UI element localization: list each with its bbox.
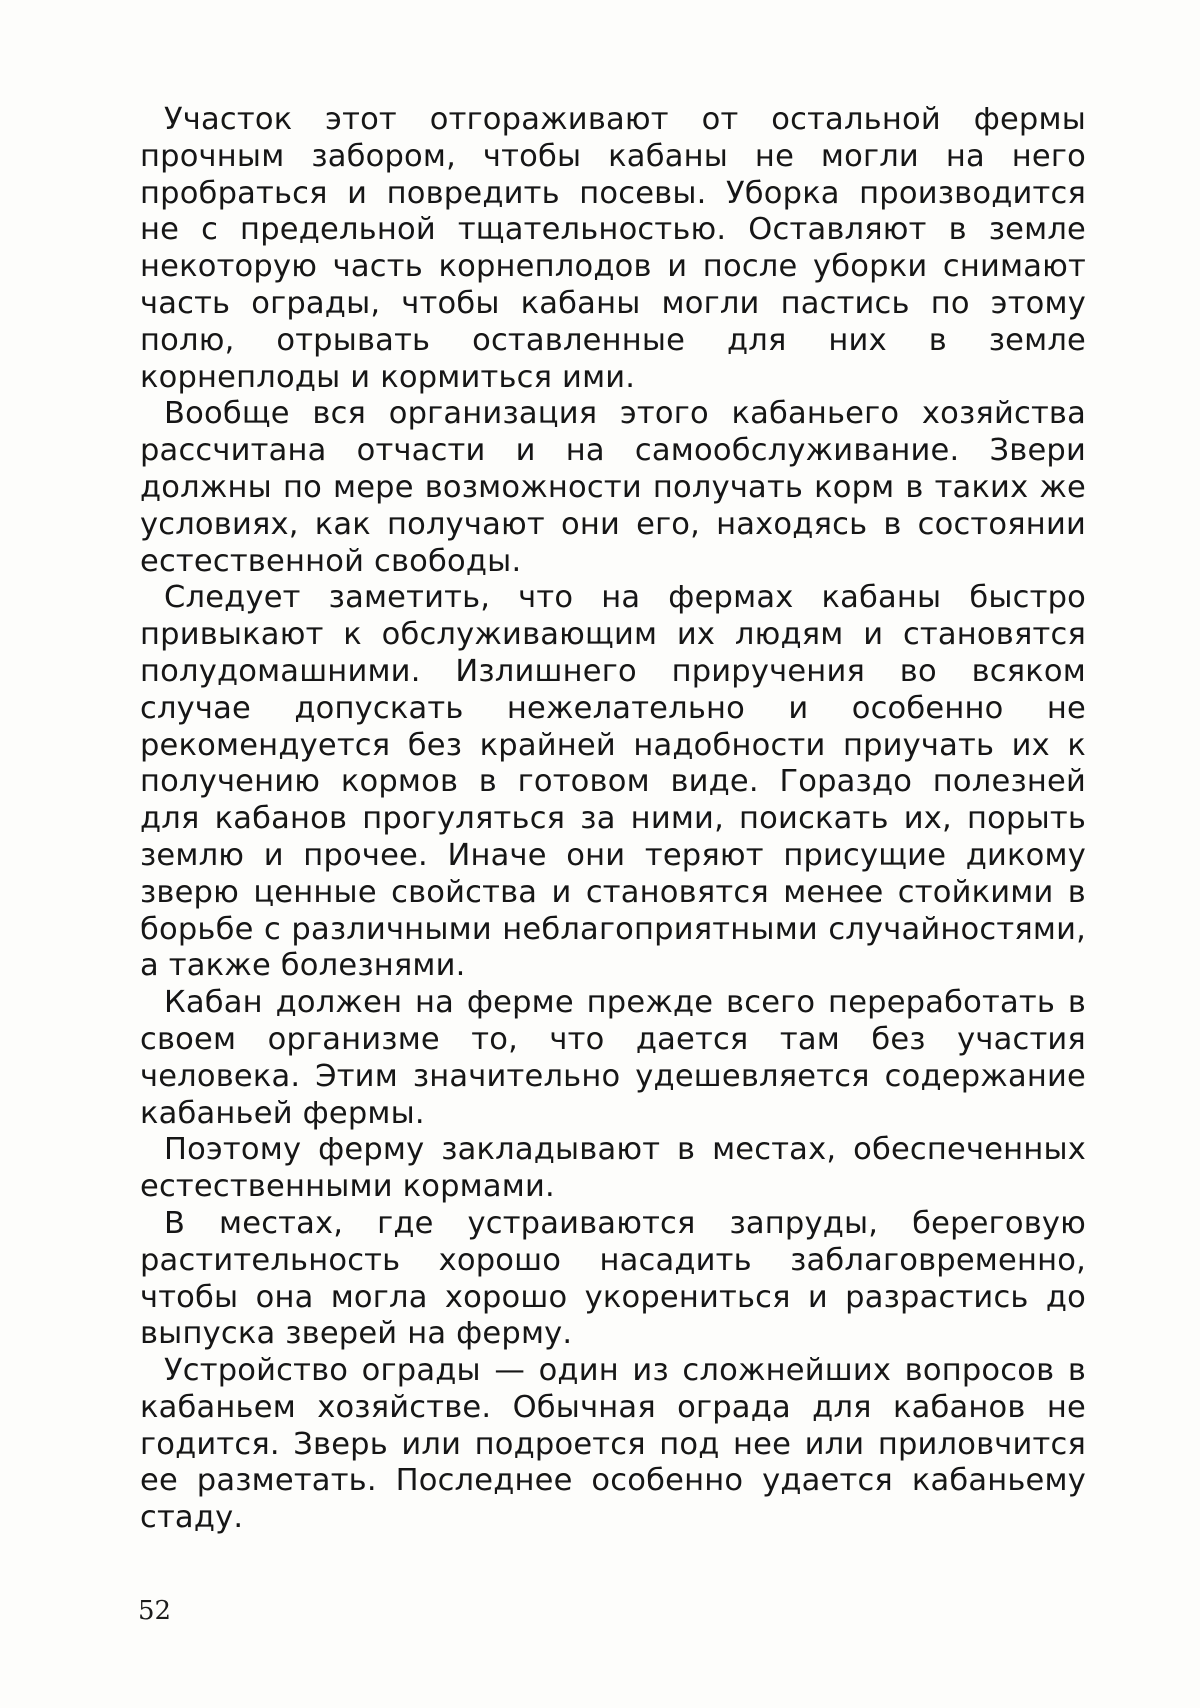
page-number: 52 — [138, 1596, 172, 1626]
body-text — [140, 102, 1086, 1537]
paragraph: В местах, где устраиваются запруды, береговую растительность хорошо насадить заблаговременно, чтобы она могла хорошо укорениться и разрастись до выпуска зверей на ферму. — [140, 1205, 1086, 1352]
paragraph: Следует заметить, что на фермах кабаны быстро привыкают к обслуживающим их людям и становятся полудомашними. Излишнего приручения во всяком случае допускать нежелательно и особенно не рекомендуется без крайней надобности приучать их к получению кормов в готовом виде. Гораздо полезней для кабанов прогуляться за ними, поискать их, порыть землю и прочее. Иначе они теряют присущие дикому зверю ценные свойства и становятся менее стойкими в борьбе с различными неблагоприятными случайностями, а также болезнями. — [140, 580, 1086, 984]
paragraph: Участок этот отгораживают от остальной фермы прочным забором, чтобы кабаны не могли на него пробраться и повредить посевы. Уборка производится не с предельной тщательностью. Оставляют в земле некоторую часть корнеплодов и после уборки снимают часть ограды, чтобы кабаны могли пастись по этому полю, отрывать оставленные для них в земле корнеплоды и кормиться ими. — [140, 102, 1086, 395]
paragraph: Поэтому ферму закладывают в местах, обеспеченных естественными кормами. — [140, 1132, 1086, 1205]
paragraph: Устройство ограды — один из сложнейших вопросов в кабаньем хозяйстве. Обычная ограда для кабанов не годится. Зверь или подроется под нее или приловчится ее разметать. Последнее особенно удается кабаньему стаду. — [140, 1353, 1086, 1536]
paragraph: Кабан должен на ферме прежде всего переработать в своем организме то, что дается там без участия человека. Этим значительно удешевляется содержание кабаньей фермы. — [140, 985, 1086, 1131]
paragraph: Вообще вся организация этого кабаньего хозяйства рассчитана отчасти и на самообслуживание. Звери должны по мере возможности получать корм в таких же условиях, как получают они его, находясь в состоянии естественной свободы. — [140, 396, 1086, 579]
